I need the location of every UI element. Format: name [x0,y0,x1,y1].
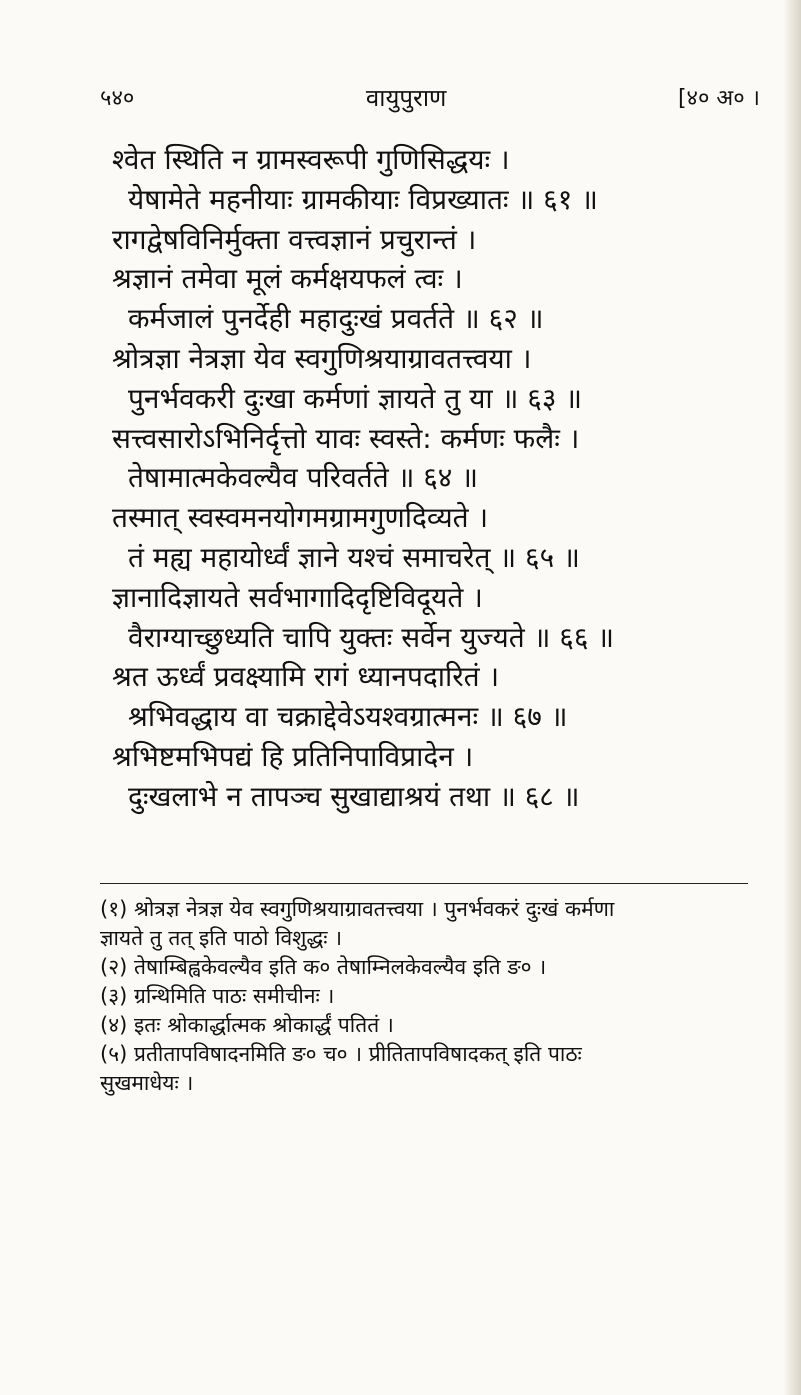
verse-line: श्रभिवद्धाय वा चक्राद्देवेऽयश्वग्रात्मनः ॥ ६७ ॥ [128,700,568,734]
footnote [100,982,748,1011]
verse-line: श्रभिष्टमभिपद्यं हि प्रतिनिपाविप्रादेन । [112,739,474,773]
footnote [100,953,748,982]
verse-line: वैराग्याच्छुध्यति चापि युक्तः सर्वेन युज्यते ॥ ६६ ॥ [128,620,615,654]
footnotes [100,895,748,1098]
verse-line: पुनर्भवकरी दुःखा कर्मणां ज्ञायते तु या ॥ ६३ ॥ [128,381,583,415]
footnote-rule [100,883,748,884]
footnote-text: तेषाम्बिह्वकेवल्यैव इति क० तेषाम्निलकेवल्यैव इति ङ० । [134,955,547,979]
verse-line: दुःखलाभे न तापञ्च सुखाद्याश्रयं तथा ॥ ६८ ॥ [128,779,580,813]
verse-line: रागद्वेषविनिर्मुक्ता वत्त्वज्ञानं प्रचुरान्तं । [112,222,477,256]
verse-line: श्रत ऊर्ध्वं प्रवक्ष्यामि रागं ध्यानपदारितं । [112,660,500,694]
footnote [100,1040,748,1069]
verse-line: तेषामात्मकेवल्यैव परिवर्तते ॥ ६४ ॥ [128,461,479,495]
footnote-text: प्रतीतापविषादनमिति ङ० च० । प्रीतितापविषादकत् इति पाठः [134,1042,582,1066]
running-title: वायुपुराण [365,83,447,112]
page-number: ५४० [100,86,135,111]
verse-block [112,140,712,817]
verse-line: ज्ञानादिज्ञायते सर्वभागादिदृष्टिविदूयते । [112,580,483,614]
verse-line: येषामेते महनीयाः ग्रामकीयाः विप्रख्यातः ॥ ६१ ॥ [128,182,598,216]
footnote-number: (२) [100,955,128,979]
footnote-number: (१) [100,897,128,921]
verse-line: श्वेत स्थिति न ग्रामस्वरूपी गुणिसिद्धयः । [112,143,510,176]
footnote-number: (३) [100,984,128,1008]
verse-line: सत्त्वसारोऽभिनिर्दृत्तो यावः स्वस्ते: कर्मणः फलैः । [112,421,580,455]
footnote-text: इतः श्रोकार्द्धात्मक श्रोकार्द्धं पतितं । [134,1013,394,1037]
footnote-continuation [100,1069,748,1098]
verse-line: तं मह्य महायोर्ध्वं ज्ञाने यश्चं समाचरेत् ॥ ६५ ॥ [128,540,580,574]
footnote [100,1011,748,1040]
page-header [100,80,760,114]
verse-line: श्रज्ञानं तमेवा मूलं कर्मक्षयफलं त्वः । [112,262,463,296]
verse-line: कर्मजालं पुनर्देही महादुःखं प्रवर्तते ॥ ६२ ॥ [128,302,544,336]
page-edge [783,0,801,1395]
footnote-text: ग्रन्थिमिति पाठः समीचीनः । [134,984,335,1008]
footnote-number: (४) [100,1013,128,1037]
footnote-text: सुखमाधेयः । [100,1071,194,1095]
footnote-number: (५) [100,1042,128,1066]
verse-line: तस्मात् स्वस्वमनयोगमग्रामगुणदिव्यते । [112,501,489,535]
section-marker: [४० अ० । [677,86,760,111]
verse-line: श्रोत्रज्ञा नेत्रज्ञा येव स्वगुणिश्रयाग्रावतत्त्वया । [112,341,532,375]
footnote-text: ज्ञायते तु तत् इति पाठो विशुद्धः । [100,926,343,950]
footnote-continuation [100,924,748,953]
footnote [100,895,748,924]
footnote-text: श्रोत्रज्ञ नेत्रज्ञ येव स्वगुणिश्रयाग्रावतत्त्वया । पुनर्भवकरं दुःखं कर्मणा [134,897,615,921]
